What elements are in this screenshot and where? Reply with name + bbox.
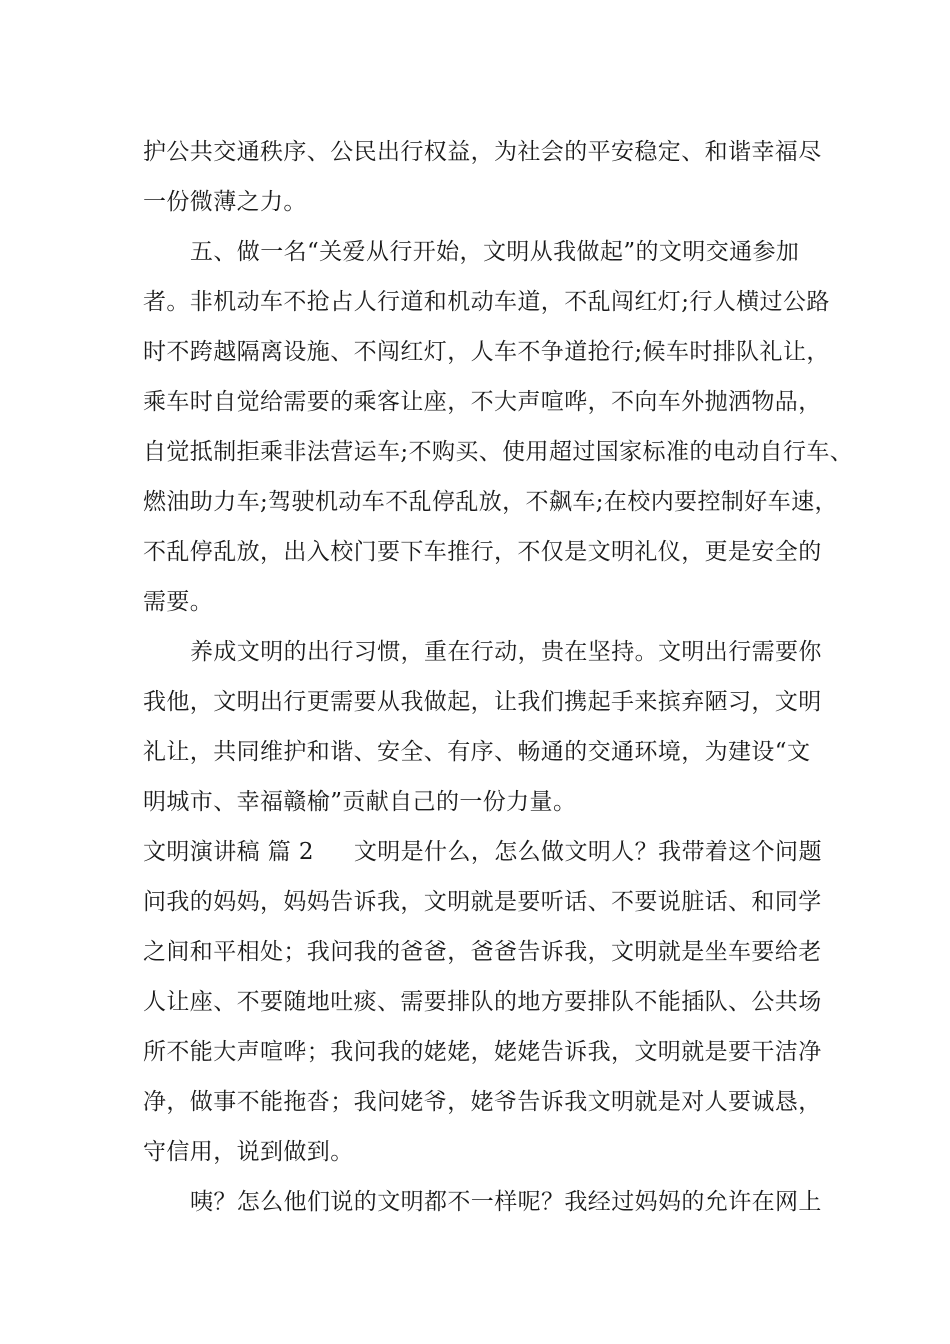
text-line: 问我的妈妈，妈妈告诉我，文明就是要听话、不要说脏话、和同学: [143, 889, 822, 915]
text-line: 明城市、幸福赣榆”贡献自己的一份力量。: [143, 789, 577, 815]
text-line: 礼让，共同维护和谐、安全、有序、畅通的交通环境，为建设“文: [143, 739, 811, 765]
paragraph-first-line: 五、做一名“关爱从行开始，文明从我做起”的文明交通参加: [190, 239, 800, 265]
text-line: 时不跨越隔离设施、不闯红灯，人车不争道抢行;候车时排队礼让，: [143, 339, 830, 365]
paragraph-first-line: 养成文明的出行习惯，重在行动，贵在坚持。文明出行需要你: [190, 639, 822, 665]
text-line: 需要。: [143, 589, 214, 615]
text-line: 自觉抵制拒乘非法营运车;不购买、使用超过国家标准的电动自行车、: [143, 439, 854, 465]
text-line: 护公共交通秩序、公民出行权益，为社会的平安稳定、和谐幸福尽: [143, 139, 822, 165]
text-line: 不乱停乱放，出入校门要下车推行，不仅是文明礼仪，更是安全的: [143, 539, 822, 565]
section-line: [143, 837, 822, 867]
text-line: 所不能大声喧哗；我问我的姥姥，姥姥告诉我，文明就是要干洁净: [143, 1039, 822, 1065]
text-line: 净，做事不能拖沓；我问姥爷，姥爷告诉我文明就是对人要诚恳，: [143, 1089, 822, 1115]
text-line: 之间和平相处；我问我的爸爸，爸爸告诉我，文明就是坐车要给老: [143, 939, 822, 965]
text-line: 一份微薄之力。: [143, 189, 307, 215]
text-line: 人让座、不要随地吐痰、需要排队的地方要排队不能插队、公共场: [143, 989, 822, 1015]
text-line: 守信用，说到做到。: [143, 1139, 354, 1165]
section-heading: 文明演讲稿 篇 2: [143, 839, 314, 865]
text-line: 我他，文明出行更需要从我做起，让我们携起手来摈弃陋习，文明: [143, 689, 822, 715]
text-line: 燃油助力车;驾驶机动车不乱停乱放，不飙车;在校内要控制好车速，: [143, 489, 838, 515]
paragraph-first-line: 咦？怎么他们说的文明都不一样呢？我经过妈妈的允许在网上: [190, 1189, 822, 1215]
text-line: 者。非机动车不抢占人行道和机动车道，不乱闯红灯;行人横过公路: [143, 289, 830, 315]
section-first-line: 文明是什么，怎么做文明人？我带着这个问题: [353, 839, 822, 865]
text-line: 乘车时自觉给需要的乘客让座，不大声喧哗，不向车外抛洒物品，: [143, 389, 822, 415]
